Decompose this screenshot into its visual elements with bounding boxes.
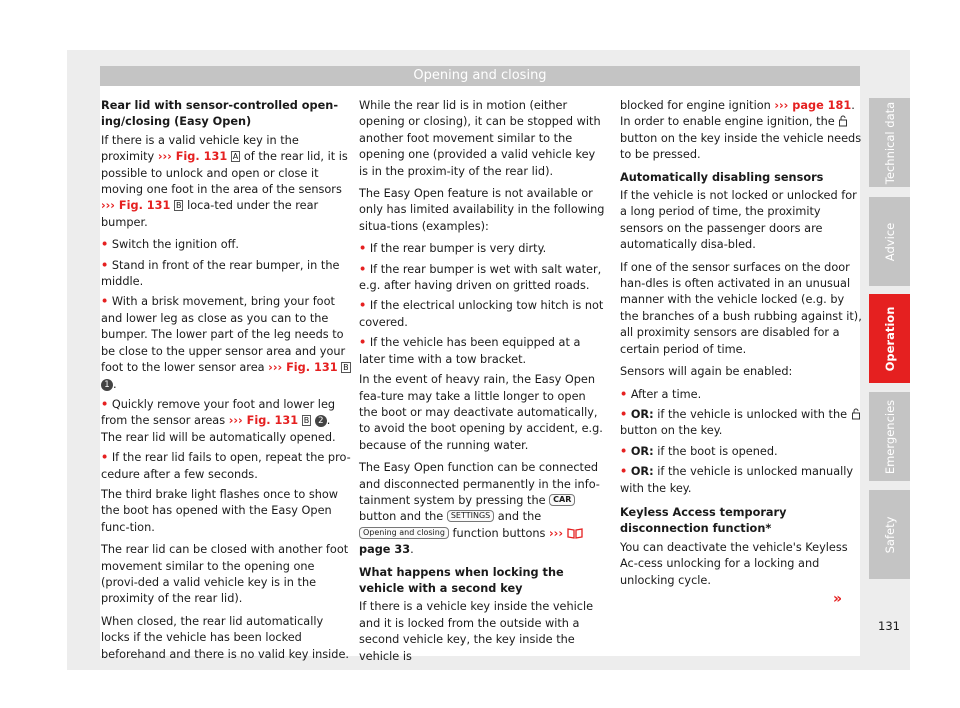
figure-link[interactable]: ››› Fig. 131 xyxy=(157,150,228,164)
opening-closing-button-label: Opening and closing xyxy=(359,527,449,539)
continue-marker: » xyxy=(833,591,843,607)
section-heading: Keyless Access temporary disconnection function* xyxy=(620,505,787,536)
bullet-dot-icon: • xyxy=(101,258,109,272)
paragraph: blocked for engine ignition ››› page 181. In order to enable engine ignition, the button on the key inside the vehicle needs to be pressed. xyxy=(620,99,862,162)
paragraph: While the rear lid is in motion (either opening or closing), it can be stopped with another foot movement similar to the opening one (provided a valid vehicle key is in the proxim-ity of the rear lid). xyxy=(359,99,601,178)
paragraph: The third brake light flashes once to show the boot has opened with the Easy Open func-tion. xyxy=(101,487,339,534)
bullet-dot-icon: • xyxy=(620,387,628,401)
section-header: Opening and closing xyxy=(100,66,860,86)
bullet-item: • OR: if the vehicle is unlocked manually with the key. xyxy=(620,465,854,495)
section-heading: Automatically disabling sensors xyxy=(620,170,824,184)
bullet-dot-icon: • xyxy=(101,238,109,252)
bullet-dot-icon: • xyxy=(359,336,367,350)
tab-safety[interactable]: Safety xyxy=(869,490,910,579)
paragraph: If one of the sensor surfaces on the door han-dles is often activated in an unusual manner with the vehicle locked (e.g. by the branches of a bush rubbing against it), all proximity sensors are disabled for a certain period of time. xyxy=(620,260,862,356)
step-number-badge: 1 xyxy=(101,379,113,391)
bullet-item: • Quickly remove your foot and lower leg from the sensor areas ››› Fig. 131 B 2 . The rear lid will be automatically opened. xyxy=(101,397,336,444)
paragraph: When closed, the rear lid automatically locks if the vehicle has been locked beforehand and there is no valid key inside. xyxy=(101,614,350,661)
paragraph: If there is a vehicle key inside the vehicle and it is locked from the outside with a second vehicle key, the key inside the vehicle is xyxy=(359,600,594,663)
bullet-item: • If the electrical unlocking tow hitch is not covered. xyxy=(359,299,604,329)
bullet-item: • OR: if the boot is opened. xyxy=(620,444,778,458)
settings-button-label: SETTINGS xyxy=(447,510,494,522)
paragraph: If the vehicle is not locked or unlocked for a long period of time, the proximity sensors on the passenger doors are automatically disa-bled. xyxy=(620,189,857,252)
bullet-item: • Stand in front of the rear bumper, in the middle. xyxy=(101,258,340,289)
page-link-arrows[interactable]: ››› xyxy=(549,526,563,540)
car-button-icon: CAR xyxy=(549,494,575,506)
paragraph: The Easy Open function can be connected and disconnected permanently in the info-tainment system by pressing the CAR button and the SETTINGS and the Opening and closing function buttons ››› page 33. xyxy=(359,461,600,557)
step-number-badge: 2 xyxy=(315,415,327,427)
figure-link[interactable]: ››› Fig. 131 xyxy=(228,414,299,428)
paragraph: The rear lid can be closed with another foot movement similar to the opening one (provi-ded a valid vehicle key is in the proximity of the rear lid). xyxy=(101,543,349,606)
figure-label-box: B xyxy=(175,201,182,211)
bullet-item: • With a brisk movement, bring your foot and lower leg as close as you can to the bumper. The lower part of the leg needs to be close to the upper sensor area and your foot to the lower sensor area ››› Fig. 131 B 1 . xyxy=(101,295,349,391)
bullet-dot-icon: • xyxy=(620,465,628,479)
page-link[interactable]: page 33 xyxy=(359,543,411,557)
section-heading: What happens when locking the vehicle with a second key xyxy=(359,565,564,595)
column-2 xyxy=(359,98,605,671)
figure-label-box: A xyxy=(232,152,239,162)
paragraph: You can deactivate the vehicle's Keyless Ac-cess unlocking for a locking and unlocking cycle. xyxy=(620,540,848,587)
padlock-open-icon xyxy=(838,115,848,127)
paragraph: The Easy Open feature is not available or only has limited availability in the following situa-tions (examples): xyxy=(359,187,605,233)
bullet-item: • OR: if the vehicle is unlocked with the button on the key. xyxy=(620,407,862,440)
bullet-dot-icon: • xyxy=(359,299,367,313)
bullet-dot-icon: • xyxy=(101,397,109,411)
paragraph: Sensors will again be enabled: xyxy=(620,365,793,379)
padlock-open-icon xyxy=(851,408,861,420)
tab-emergencies[interactable]: Emergencies xyxy=(869,392,910,481)
bullet-dot-icon: • xyxy=(620,407,628,421)
column-1 xyxy=(101,98,354,669)
bullet-item: • If the rear bumper is wet with salt water, e.g. after having driven on gritted roads. xyxy=(359,262,602,293)
tab-advice[interactable]: Advice xyxy=(869,197,910,286)
bullet-dot-icon: • xyxy=(620,444,628,458)
page-number: 131 xyxy=(878,619,900,633)
bullet-dot-icon: • xyxy=(359,242,367,256)
section-heading: Rear lid with sensor-controlled open-ing/closing (Easy Open) xyxy=(101,99,339,129)
column-3 xyxy=(620,98,862,595)
figure-label-box: B xyxy=(343,363,349,373)
tab-technical-data[interactable]: Technical data xyxy=(869,98,910,187)
bullet-item: • If the rear lid fails to open, repeat the pro-cedure after a few seconds. xyxy=(101,451,351,481)
bullet-item: • If the vehicle has been equipped at a later time with a tow bracket. xyxy=(359,336,581,366)
bullet-dot-icon: • xyxy=(101,295,109,309)
bullet-dot-icon: • xyxy=(359,262,367,276)
bullet-item: • After a time. xyxy=(620,387,702,401)
bullet-item: • If the rear bumper is very dirty. xyxy=(359,242,547,256)
figure-link[interactable]: ››› Fig. 131 xyxy=(268,361,338,375)
page-link[interactable]: ››› page 181 xyxy=(774,99,852,112)
figure-label-box: B xyxy=(303,416,310,426)
figure-link[interactable]: ››› Fig. 131 xyxy=(101,199,171,213)
bullet-item: • Switch the ignition off. xyxy=(101,238,240,252)
book-icon xyxy=(567,527,583,539)
paragraph: In the event of heavy rain, the Easy Open fea-ture may take a little longer to open the boot or may deactivate automatically, to avoid the boot opening by accident, e.g. because of the running water. xyxy=(359,373,603,452)
paragraph: If there is a valid vehicle key in the proximity ››› Fig. 131 A of the rear lid, it is possible to unlock and open or close it moving one foot in the area of the sensors ››› Fig. 131 B loca-ted under the rear bumper. xyxy=(101,133,348,229)
tab-operation[interactable]: Operation xyxy=(869,294,910,383)
bullet-dot-icon: • xyxy=(101,451,109,465)
